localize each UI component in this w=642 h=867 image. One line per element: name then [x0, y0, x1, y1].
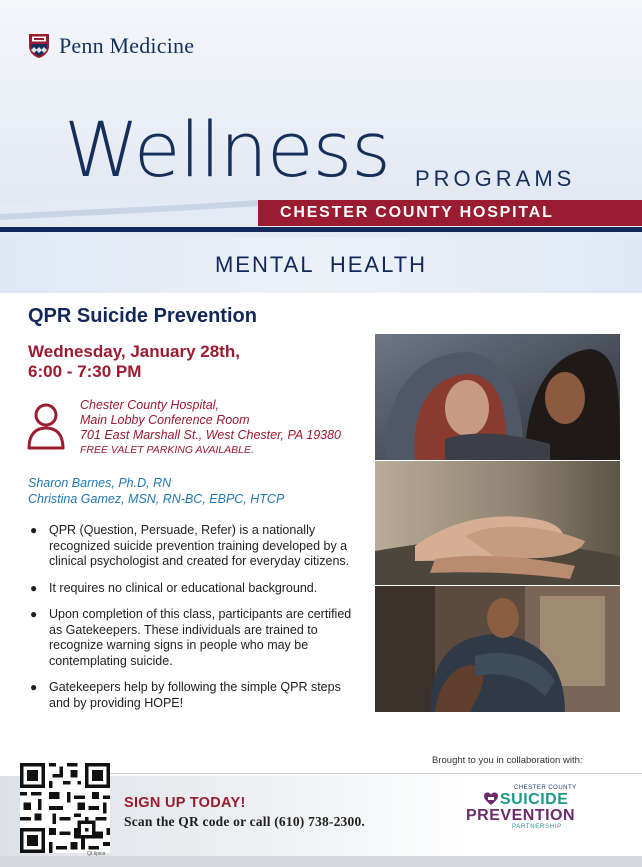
- footer-divider: [110, 773, 642, 774]
- partner-word-suicide: SUICIDE: [500, 791, 569, 808]
- bullet-text: QPR (Question, Persuade, Refer) is a nationally recognized suicide prevention training developed by a clinical psychologist and created for everyday citizens.: [49, 523, 350, 568]
- parking-note: FREE VALET PARKING AVAILABLE.: [80, 444, 254, 456]
- bullet-text: It requires no clinical or educational background.: [49, 580, 318, 595]
- location-address: 701 East Marshall St., West Chester, PA 19380: [80, 428, 342, 442]
- photo-holding-hands: [375, 461, 620, 585]
- hospital-banner: [258, 200, 642, 226]
- category-bar: [0, 237, 642, 293]
- presenters: [28, 475, 284, 507]
- event-time: 6:00 - 7:30 PM: [28, 362, 142, 381]
- bullet-text: Gatekeepers help by following the simple QPR steps and by providing HOPE!: [49, 680, 341, 710]
- brand-name: Penn Medicine: [59, 33, 195, 58]
- location-person-icon: [26, 402, 66, 450]
- heart-icon: [484, 792, 498, 806]
- list-item: [28, 607, 358, 669]
- bullet-icon: ●: [30, 680, 38, 694]
- event-title: QPR Suicide Prevention: [28, 305, 257, 327]
- wellness-title: Wellness: [64, 105, 390, 194]
- event-date: Wednesday, January 28th,: [28, 342, 240, 361]
- brand-logo: [28, 33, 194, 59]
- category-title: MENTAL HEALTH: [214, 252, 428, 277]
- qr-credit: Qt tipica: [87, 851, 106, 857]
- signup-heading: SIGN UP TODAY!: [124, 795, 246, 811]
- partner-county: CHESTER COUNTY: [514, 785, 577, 791]
- photo-embrace: [375, 586, 620, 712]
- signup-qr-code[interactable]: [20, 763, 110, 853]
- signup-instructions: Scan the QR code or call (610) 738-2300.: [124, 814, 365, 829]
- partner-word-prevention: PREVENTION: [466, 807, 576, 824]
- shield-icon: [28, 33, 50, 59]
- bullet-icon: ●: [30, 523, 38, 537]
- partner-logo: [466, 785, 606, 833]
- presenter-2: Christina Gamez, MSN, RN-BC, EBPC, HTCP: [28, 492, 285, 506]
- list-item: [28, 523, 358, 570]
- footer-bottom-strip: [0, 856, 642, 867]
- event-datetime: [28, 342, 240, 382]
- hospital-name: CHESTER COUNTY HOSPITAL: [280, 204, 554, 221]
- programs-subtitle: PROGRAMS: [415, 166, 576, 191]
- bullet-text: Upon completion of this class, participants are certified as Gatekeepers. These individuals are trained to recognize warning signs in people who may be contemplating suicide.: [49, 607, 352, 668]
- event-location: [80, 398, 341, 458]
- location-line-1: Chester County Hospital,: [80, 398, 219, 412]
- partner-word-partnership: PARTNERSHIP: [512, 824, 562, 830]
- location-line-2: Main Lobby Conference Room: [80, 413, 250, 427]
- bullet-icon: ●: [30, 607, 38, 621]
- list-item: [28, 680, 358, 711]
- list-item: [28, 581, 358, 597]
- header-divider: [0, 227, 642, 232]
- bullet-icon: ●: [30, 580, 38, 595]
- description-list: [28, 523, 358, 722]
- photo-comforting-friend: [375, 334, 620, 460]
- presenter-1: Sharon Barnes, Ph.D, RN: [28, 476, 172, 490]
- header: [0, 0, 642, 240]
- collaboration-note: Brought to you in collaboration with:: [432, 755, 583, 766]
